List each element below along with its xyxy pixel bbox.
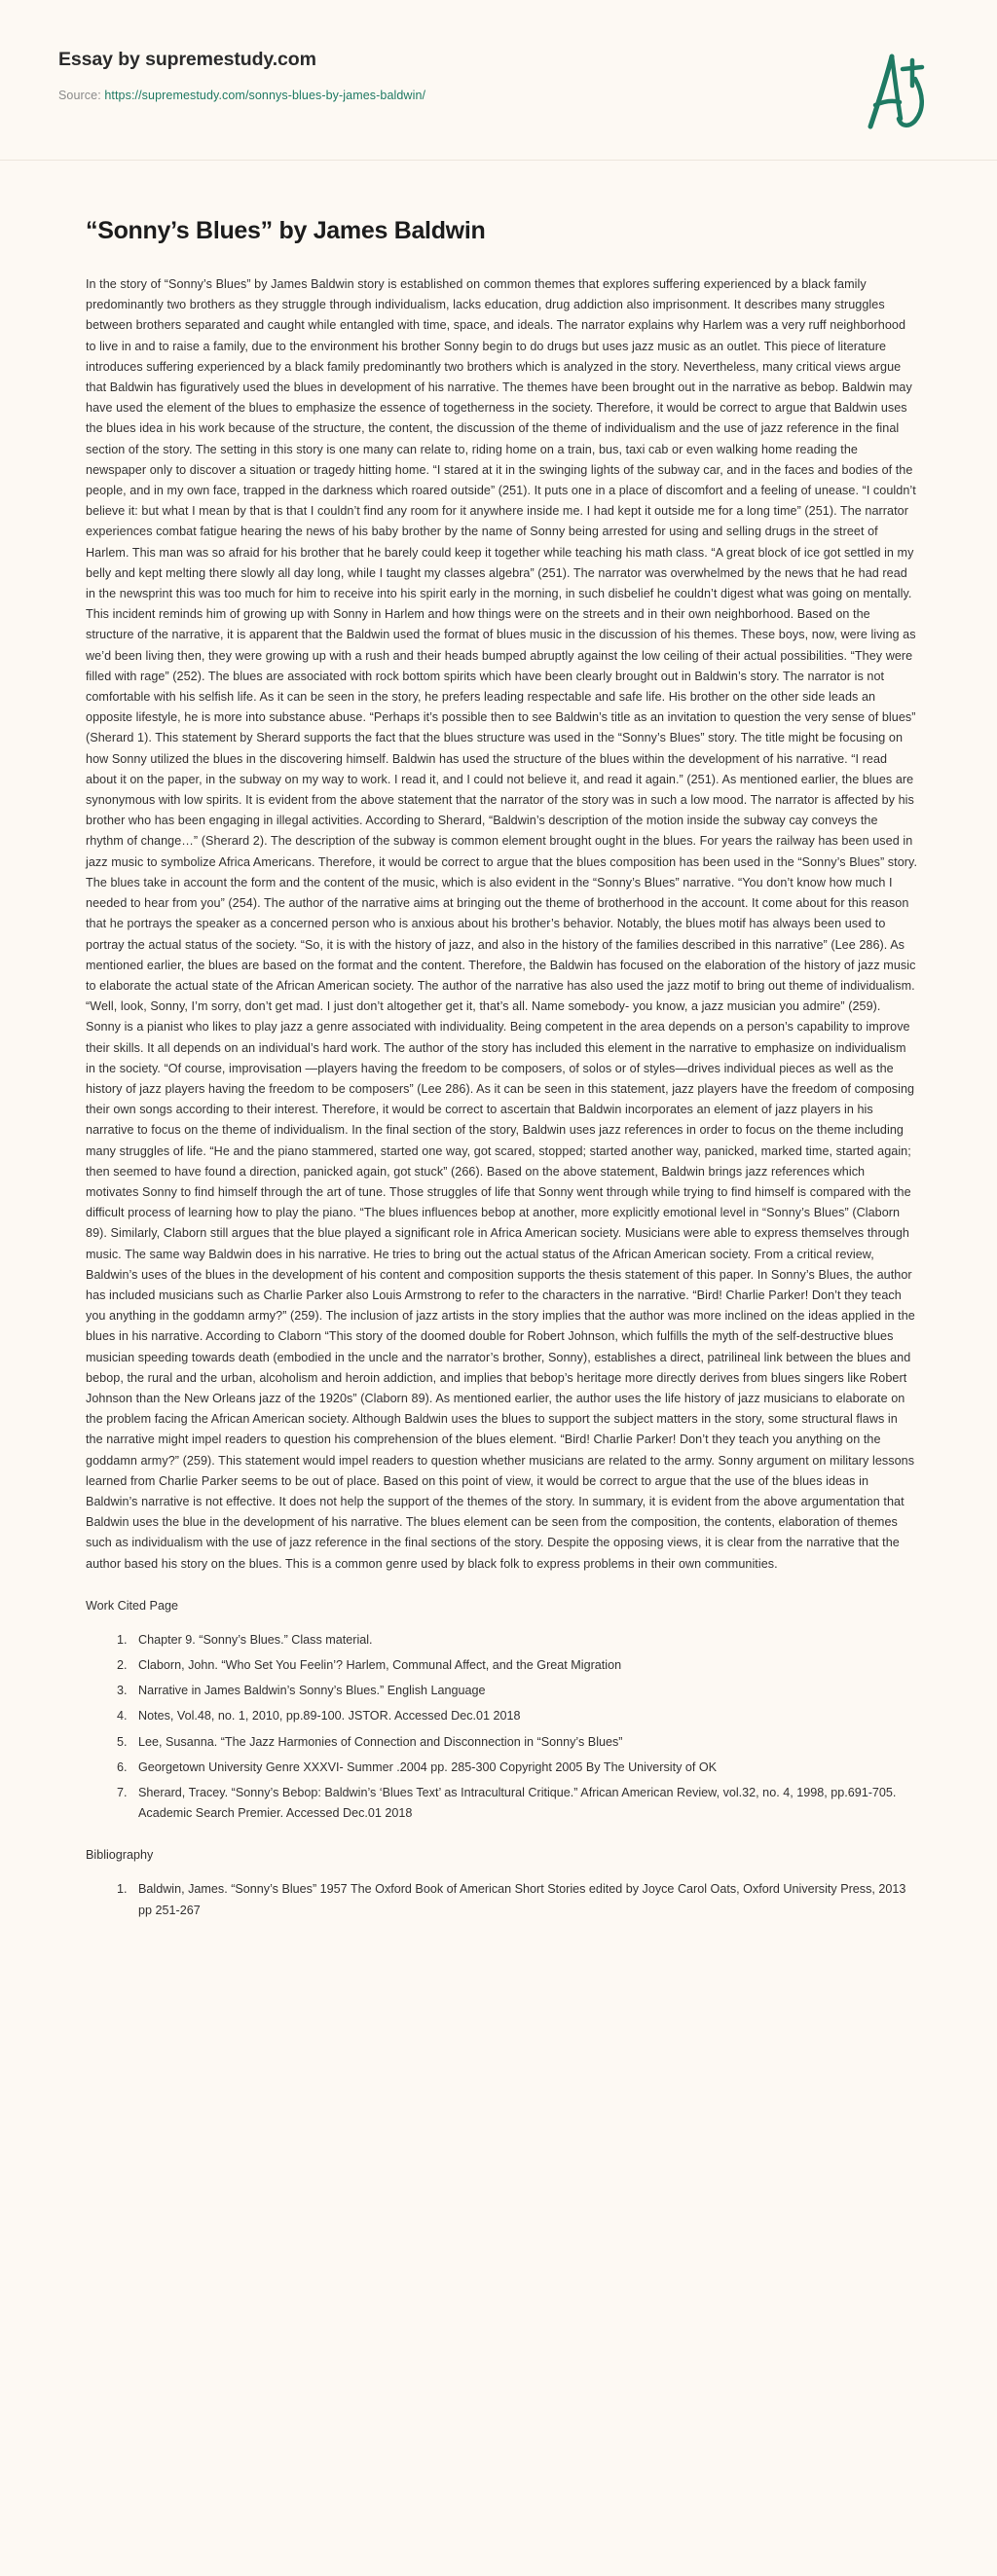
header-divider	[0, 160, 997, 161]
work-cited-list	[86, 1630, 918, 1825]
list-item: 1. Baldwin, James. “Sonny’s Blues” 1957 The Oxford Book of American Short Stories edited by Joyce Carol Oats, Oxford University Press, 2013 pp 251-267	[130, 1879, 918, 1920]
article-body	[86, 274, 918, 1965]
list-item: 6. Georgetown University Genre XXXVI- Summer .2004 pp. 285-300 Copyright 2005 By The University of OK	[130, 1758, 918, 1778]
work-cited-heading: Work Cited Page	[86, 1598, 178, 1613]
article-container	[0, 217, 997, 1965]
source-url-link[interactable]: https://supremestudy.com/sonnys-blues-by-james-baldwin/	[104, 89, 426, 102]
list-item: 1. Chapter 9. “Sonny’s Blues.” Class material.	[130, 1630, 918, 1651]
page-header	[0, 0, 997, 136]
source-label: Source:	[58, 89, 101, 102]
bottom-spacer	[86, 1926, 918, 1965]
list-item: 2. Claborn, John. “Who Set You Feelin’? Harlem, Communal Affect, and the Great Migration	[130, 1655, 918, 1676]
bibliography-list	[86, 1879, 918, 1920]
page-title: “Sonny’s Blues” by James Baldwin	[86, 217, 486, 244]
list-item: 4. Notes, Vol.48, no. 1, 2010, pp.89-100. JSTOR. Accessed Dec.01 2018	[130, 1706, 918, 1726]
brand-title: Essay by supremestudy.com	[58, 49, 316, 70]
list-item: 3. Narrative in James Baldwin’s Sonny’s Blues.” English Language	[130, 1681, 918, 1701]
site-logo-icon	[859, 47, 927, 140]
list-item: 7. Sherard, Tracey. “Sonny’s Bebop: Baldwin’s ‘Blues Text’ as Intracultural Critique.” African American Review, vol.32, no. 4, 1998, pp.691-705. Academic Search Premier. Accessed Dec.01 2018	[130, 1783, 918, 1824]
bibliography-heading: Bibliography	[86, 1848, 154, 1863]
source-line	[58, 89, 939, 102]
essay-paragraph: In the story of “Sonny’s Blues” by James Baldwin story is established on common themes that explores suffering experienced by a black family predominantly two brothers as they struggle through individualism, lacks education, drug addiction also imprisonment. It describes many struggles between brothers separated and caught while entangled with time, space, and ideals. The narrator explains why Harlem was a very ruff neighborhood to live in and to raise a family, due to the environment his brother Sonny begin to do drugs but uses jazz music as an outlet. This piece of literature introduces suffering experienced by a black family predominantly two brothers which is analyzed in the story. Nevertheless, many critical views argue that Baldwin has figuratively used the blues in development of his narrative. The themes have been brought out in the narrative as bebop. Baldwin may have used the element of the blues to emphasize the essence of togetherness in the society. Therefore, it would be correct to argue that Baldwin uses the blues idea in his work because of the structure, the content, the discussion of the theme of individualism and the use of jazz reference in the final section of the story. The setting in this story is one many can relate to, riding home on a train, bus, taxi cab or even walking home reading the newspaper only to discover a situation or tragedy hitting home. “I stared at it in the swinging lights of the subway car, and in the faces and bodies of the people, and in my own face, trapped in the darkness which roared outside” (251). It puts one in a place of discomfort and a feeling of unease. “I couldn’t believe it: but what I mean by that is that I couldn’t find any room for it anywhere inside me. I had kept it outside me for a long time” (251). The narrator experiences combat fatigue hearing the news of his baby brother by the name of Sonny being arrested for using and selling drugs in the street of Harlem. This man was so afraid for his brother that he barely could keep it together while teaching his math class. “A great block of ice got settled in my belly and kept melting there slowly all day long, while I taught my classes algebra” (251). The narrator was overwhelmed by the news that he had read in the newsprint this was too much for him to receive into his spirit early in the morning, in such disbelief he couldn’t digest what was going on mentally. This incident reminds him of growing up with Sonny in Harlem and how things were on the streets and in their own neighborhood. Based on the structure of the narrative, it is apparent that the Baldwin used the format of blues music in the discussion of his themes. These boys, now, were living as we’d been living then, they were growing up with a rush and their heads bumped abruptly against the low ceiling of their actual possibilities. “They were filled with rage” (252). The blues are associated with rock bottom spirits which have been clearly brought out in Baldwin’s story. The narrator is not comfortable with his selfish life. As it can be seen in the story, he prefers leading respectable and safe life. His brother on the other side leads an opposite lifestyle, he is more into substance abuse. “Perhaps it’s possible then to see Baldwin’s title as an invitation to question the very sense of blues” (Sherard 1). This statement by Sherard supports the fact that the blues structure was used in the “Sonny’s Blues” story. The title might be focusing on how Sonny utilized the blues in the discovering himself. Baldwin has used the structure of the blues within the development of his narrative. “I read about it on the paper, in the subway on my way to work. I read it, and I could not believe it, and read it again.” (251). As mentioned earlier, the blues are synonymous with low spirits. It is evident from the above statement that the narrator of the story was in such a low mood. The narrator is affected by his brother who has been engaging in illegal activities. According to Sherard, “Baldwin’s description of the motion inside the subway cay conveys the rhythm of change…” (Sherard 2). The description of the subway is common element brought ought in the blues. For years the railway has been used in jazz music to symbolize Africa Americans. Therefore, it would be correct to argue that the blues composition has been used in the “Sonny’s Blues” story. The blues take in account the form and the content of the music, which is also evident in the “Sonny’s Blues” narrative. “You don’t know how much I needed to hear from you” (254). The author of the narrative aims at bringing out the theme of brotherhood in the account. It come about for this reason that he portrays the speaker as a concerned person who is anxious about his brother’s behavior. Notably, the blues motif has always been used to portray the actual status of the society. “So, it is with the history of jazz, and also in the history of the families described in this narrative” (Lee 286). As mentioned earlier, the blues are based on the format and the content. Therefore, the Baldwin has focused on the elaboration of the history of jazz music to elaborate the actual state of the African American society. The author of the narrative has also used the jazz motif to bring out theme of individualism. “Well, look, Sonny, I’m sorry, don’t get mad. I just don’t altogether get it, that’s all. Name somebody- you know, a jazz musician you admire” (259). Sonny is a pianist who likes to play jazz a genre associated with individuality. Being competent in the area depends on a person’s capability to improve their skills. It all depends on an individual’s hard work. The author of the story has included this element in the narrative to emphasize on individualism in the society. “Of course, improvisation —players having the freedom to be composers, of solos or of styles—drives individual pieces as well as the history of jazz players having the freedom to be composers” (Lee 286). As it can be seen in this statement, jazz players have the freedom of composing their own songs according to their interest. Therefore, it would be correct to ascertain that Baldwin incorporates an element of jazz players in his narrative to focus on the theme of individualism. In the final section of the story, Baldwin uses jazz references in order to focus on the theme including many struggles of life. “He and the piano stammered, started one way, got scared, stopped; started another way, panicked, marked time, started again; then seemed to have found a direction, panicked again, got stuck” (266). Based on the above statement, Baldwin brings jazz references which motivates Sonny to find himself through the art of tune. Those struggles of life that Sonny went through while trying to find himself is compared with the difficult process of learning how to play the piano. “The blues influences bebop at another, more explicitly emotional level in “Sonny’s Blues” (Claborn 89). Similarly, Claborn still argues that the blue played a significant role in Africa American society. Musicians were able to express themselves through music. The same way Baldwin does in his narrative. He tries to bring out the actual status of the African American society. From a critical review, Baldwin’s uses of the blues in the development of his content and composition supports the thesis statement of this paper. In Sonny’s Blues, the author has included musicians such as Charlie Parker also Louis Armstrong to refer to the characters in the narrative. “Bird! Charlie Parker! Don’t they teach you anything in the goddamn army?” (259). The inclusion of jazz artists in the story implies that the author was more inclined on the ideas applied in the blues in his narrative. According to Claborn “This story of the doomed double for Robert Johnson, which fulfills the myth of the self-destructive blues musician speeding towards death (embodied in the uncle and the narrator’s brother, Sonny), establishes a direct, patrilineal link between the blues and bebop, the rural and the urban, alcoholism and heroin addiction, and implies that bebop’s heritage more directly derives from blues singers like Robert Johnson than the New Orleans jazz of the 1920s” (Claborn 89). As mentioned earlier, the author uses the life history of jazz musicians to elaborate on the problem facing the African American society. Although Baldwin uses the blues to support the subject matters in the story, some structural flaws in the narrative might impel readers to question his comprehension of the blues element. “Bird! Charlie Parker! Don’t they teach you anything on the goddamn army?” (259). This statement would impel readers to question whether musicians are related to the army. Sonny argument on military lessons learned from Charlie Parker seems to be out of place. Based on this point of view, it would be correct to argue that the use of the blues ideas in Baldwin’s narrative is not effective. It does not help the support of the themes of the story. In summary, it is evident from the above argumentation that Baldwin uses the blue in the development of his narrative. The blues element can be seen from the composition, the contents, elaboration of themes such as individualism with the use of jazz reference in the final sections of the story. Despite the opposing views, it is clear from the narrative that the author based his story on the blues. This is a common genre used by black folk to express problems in their own communities.	[86, 277, 918, 1571]
list-item: 5. Lee, Susanna. “The Jazz Harmonies of Connection and Disconnection in “Sonny’s Blues”	[130, 1732, 918, 1753]
